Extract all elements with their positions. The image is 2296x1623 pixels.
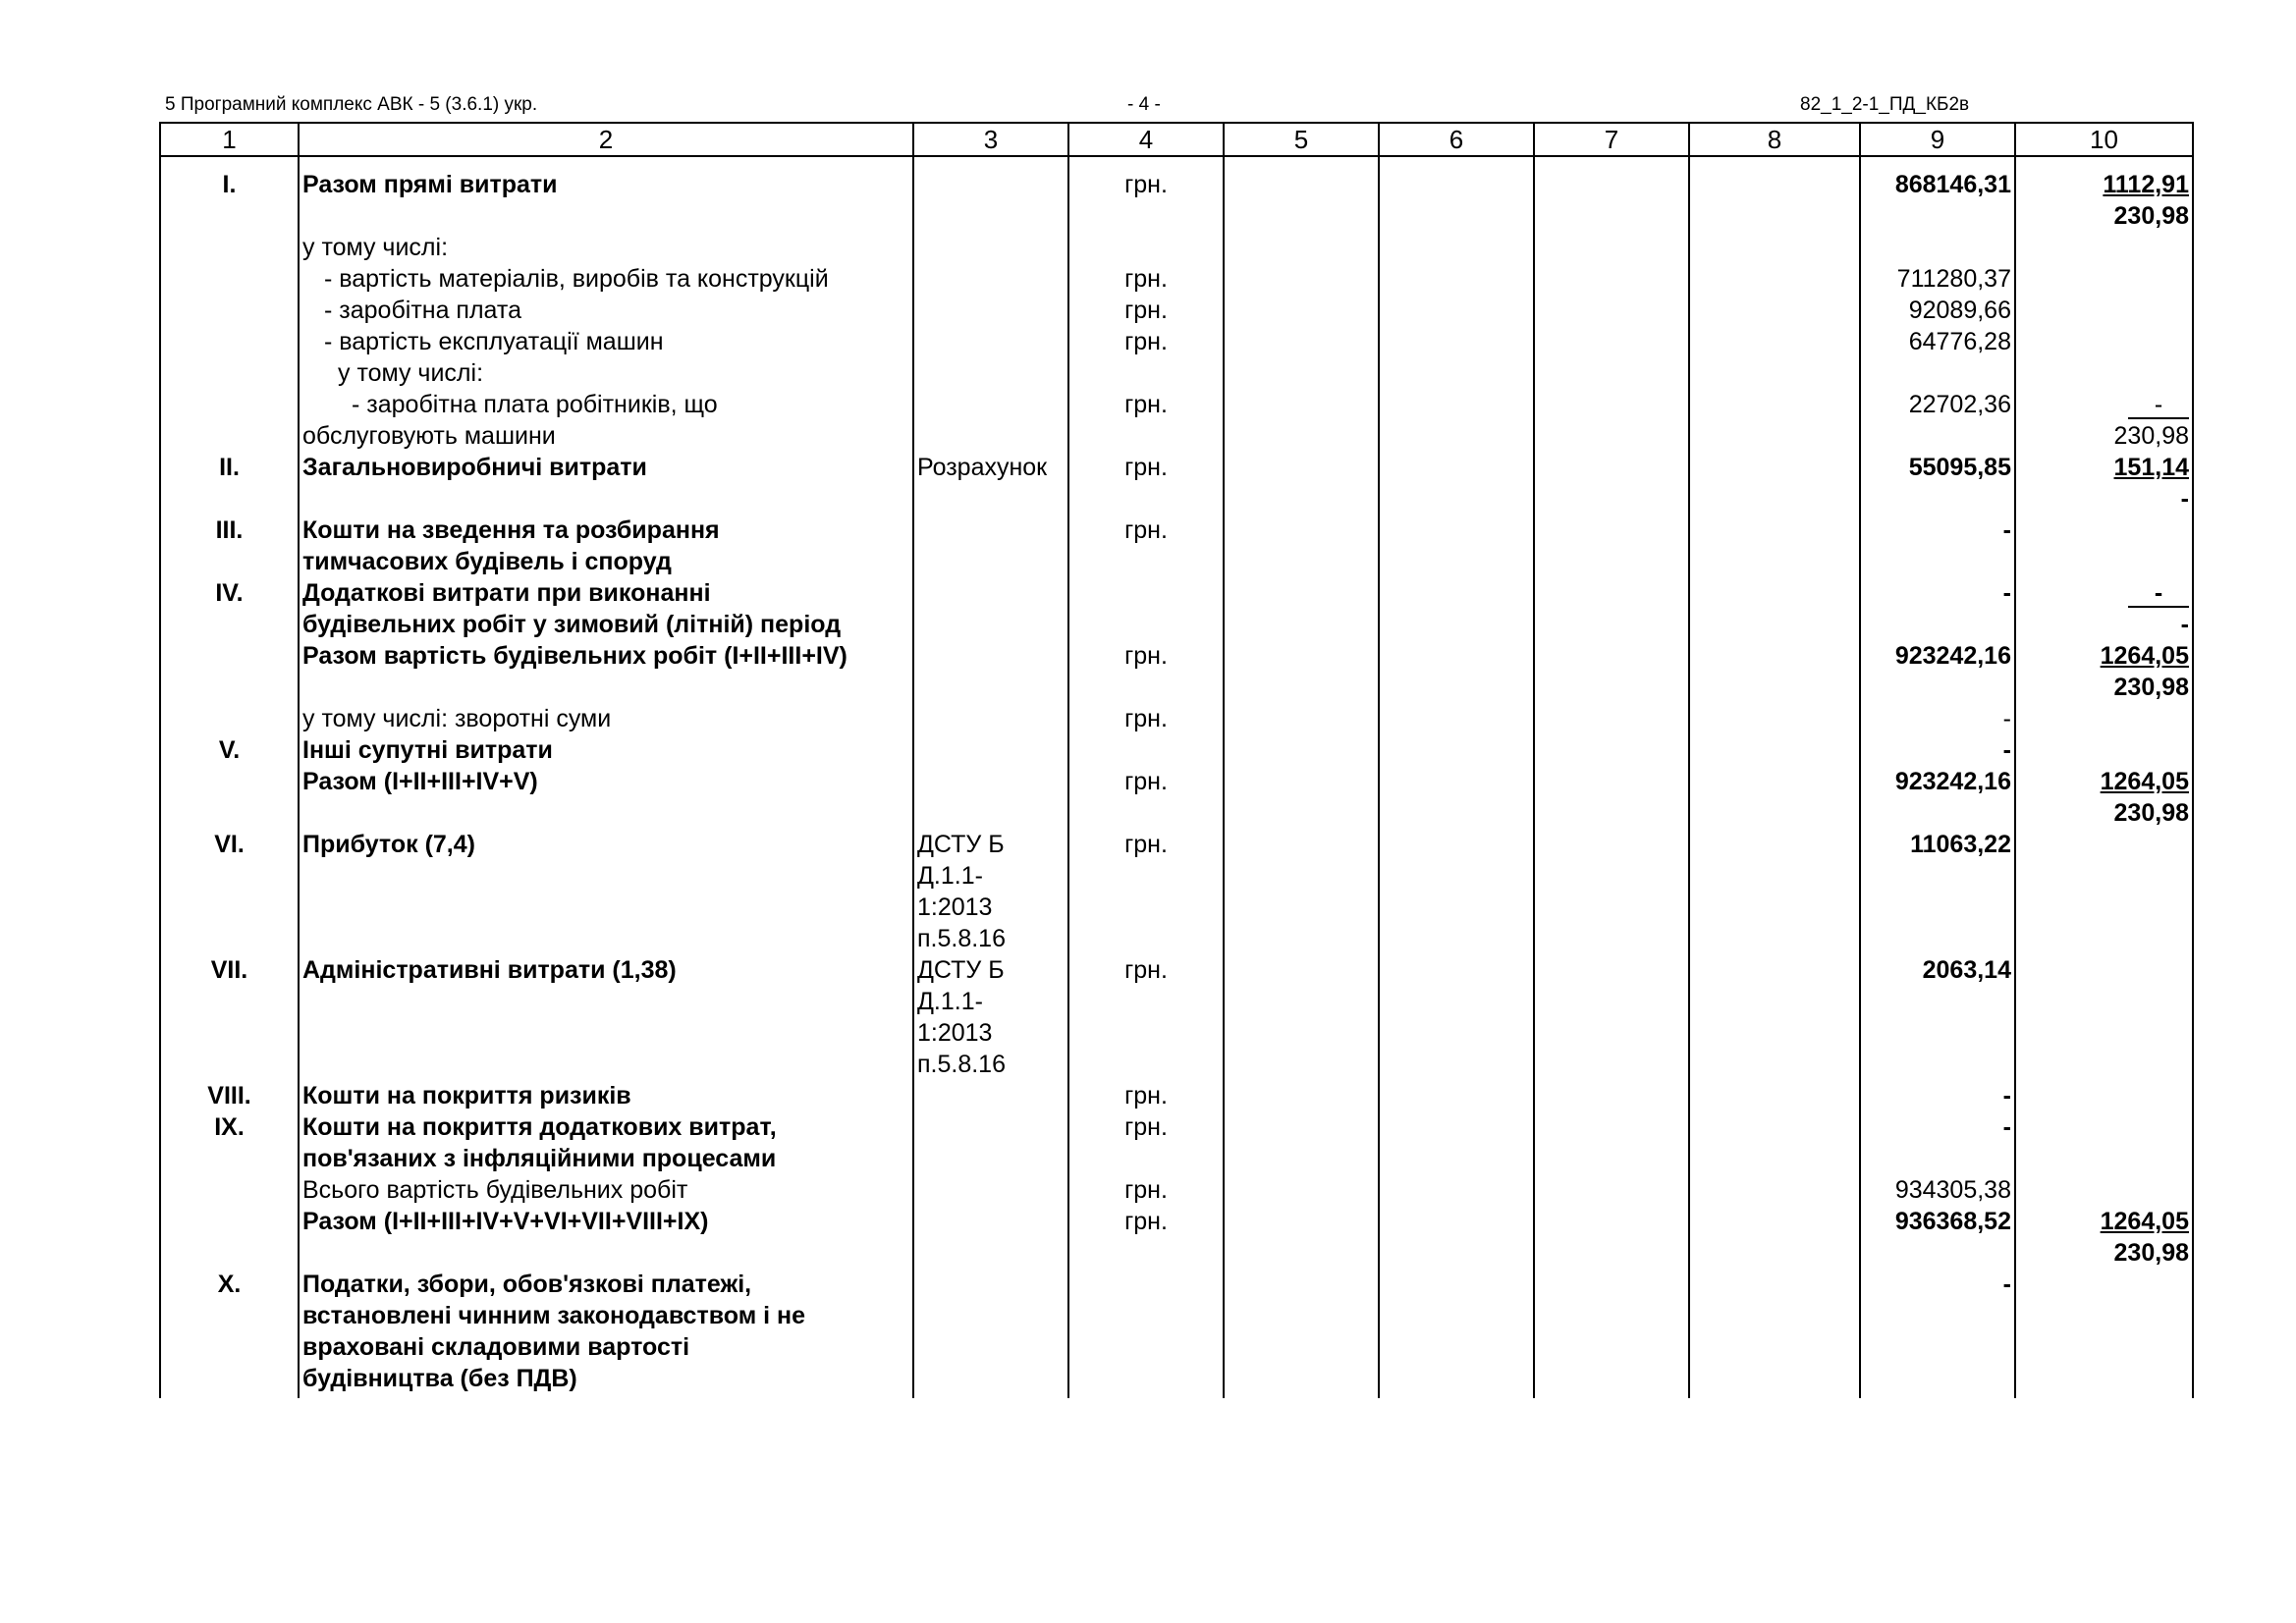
amount: - [1860,514,2015,577]
amount: - [1860,734,2015,766]
item-name: - вартість експлуатації машин [299,326,913,357]
amount: 934305,38 [1860,1174,2015,1206]
table-row [160,640,2193,703]
unit: грн. [1068,295,1224,326]
page-number: - 4 - [1127,94,1161,115]
table-row [160,452,2193,514]
item-name: Всього вартість будівельних робіт [299,1174,913,1206]
section-number: V. [160,734,299,766]
amount-per-unit: 1264,05 230,98 [2015,1206,2193,1269]
amount: 22702,36 [1860,389,2015,420]
amount: - [1860,1269,2015,1394]
amount: - [1860,577,2015,640]
amount: - [1860,1080,2015,1111]
unit: грн. [1068,514,1224,577]
section-number: IV. [160,577,299,640]
amount: 11063,22 [1860,829,2015,954]
amount-per-unit: 1264,05 230,98 [2015,766,2193,829]
item-name: Кошти на покриття додаткових витрат, пов'язаних з інфляційними процесами [299,1111,913,1174]
table-row [160,389,2193,420]
table-row [160,263,2193,295]
table-row [160,326,2193,357]
table-row [160,357,2193,389]
column-header: 9 [1860,123,2015,156]
item-name: Прибуток (7,4) [299,829,913,954]
item-name: у тому числі: [299,232,913,263]
unit: грн. [1068,1080,1224,1111]
amount: - [1860,703,2015,734]
amount: 2063,14 [1860,954,2015,1080]
item-name: Разом прямі витрати [299,169,913,232]
column-number-row [160,123,2193,156]
unit: грн. [1068,829,1224,954]
table-row [160,295,2193,326]
estimate-table [159,122,2194,1398]
unit: грн. [1068,326,1224,357]
program-header: 5 Програмний комплекс АВК - 5 (3.6.1) укр. [165,94,538,115]
table-row [160,954,2193,1080]
column-header: 7 [1534,123,1689,156]
item-name: Загальновиробничі витрати [299,452,913,514]
section-number: VII. [160,954,299,1080]
item-name: у тому числі: зворотні суми [299,703,913,734]
item-name: Інші супутні витрати [299,734,913,766]
amount: 923242,16 [1860,766,2015,829]
table-row [160,1111,2193,1174]
item-name: Податки, збори, обов'язкові платежі, встановлені чинним законодавством і не враховані складовими вартості будівництва (без ПДВ) [299,1269,913,1394]
table-row [160,829,2193,954]
table-row [160,577,2193,640]
amount: 92089,66 [1860,295,2015,326]
column-header: 4 [1068,123,1224,156]
amount-per-unit: 230,98 [2015,420,2193,452]
amount: 923242,16 [1860,640,2015,703]
amount-per-unit: - [2015,389,2193,420]
column-header: 5 [1224,123,1379,156]
unit: грн. [1068,1206,1224,1269]
table-row [160,1206,2193,1269]
table-row [160,703,2193,734]
section-number: VI. [160,829,299,954]
section-number: VIII. [160,1080,299,1111]
amount: 55095,85 [1860,452,2015,514]
section-number: X. [160,1269,299,1394]
amount: - [1860,1111,2015,1174]
column-header: 3 [913,123,1068,156]
item-name: обслуговують машини [299,420,913,452]
table-row [160,766,2193,829]
item-name: Адміністративні витрати (1,38) [299,954,913,1080]
item-name: - заробітна плата робітників, що [299,389,913,420]
document-code: 82_1_2-1_ПД_КБ2в [1800,94,1970,115]
amount: 936368,52 [1860,1206,2015,1269]
item-name: Кошти на зведення та розбирання тимчасових будівель і споруд [299,514,913,577]
column-header: 1 [160,123,299,156]
amount: 711280,37 [1860,263,2015,295]
table-row [160,734,2193,766]
item-name: Разом вартість будівельних робіт (I+II+III+IV) [299,640,913,703]
item-name: Кошти на покриття ризиків [299,1080,913,1111]
unit: грн. [1068,263,1224,295]
unit: грн. [1068,1111,1224,1174]
column-header: 8 [1689,123,1860,156]
table-row [160,514,2193,577]
item-name: - вартість матеріалів, виробів та конструкцій [299,263,913,295]
table-row [160,1080,2193,1111]
column-header: 6 [1379,123,1534,156]
column-header: 2 [299,123,913,156]
table-row [160,1174,2193,1206]
unit: грн. [1068,766,1224,829]
basis: ДСТУ Б Д.1.1- 1:2013 п.5.8.16 [913,829,1068,954]
table-row [160,232,2193,263]
item-name: у тому числі: [299,357,913,389]
table-row [160,169,2193,232]
basis: ДСТУ Б Д.1.1- 1:2013 п.5.8.16 [913,954,1068,1080]
unit: грн. [1068,1174,1224,1206]
item-name: Разом (I+II+III+IV+V) [299,766,913,829]
amount-per-unit: 1264,05 230,98 [2015,640,2193,703]
basis: Розрахунок [913,452,1068,514]
amount: 868146,31 [1860,169,2015,232]
unit: грн. [1068,640,1224,703]
unit: грн. [1068,452,1224,514]
amount-per-unit: 151,14 - [2015,452,2193,514]
unit: грн. [1068,389,1224,420]
amount: 64776,28 [1860,326,2015,357]
item-name: - заробітна плата [299,295,913,326]
table-row [160,420,2193,452]
unit: грн. [1068,954,1224,1080]
unit: грн. [1068,703,1224,734]
table-row [160,1269,2193,1394]
section-number: I. [160,169,299,232]
section-number: II. [160,452,299,514]
column-header: 10 [2015,123,2193,156]
item-name: Разом (I+II+III+IV+V+VI+VII+VIII+IX) [299,1206,913,1269]
section-number: III. [160,514,299,577]
amount-per-unit: - - [2015,577,2193,640]
section-number: IX. [160,1111,299,1174]
amount-per-unit: 1112,91 230,98 [2015,169,2193,232]
item-name: Додаткові витрати при виконанні будівельних робіт у зимовий (літній) період [299,577,913,640]
unit: грн. [1068,169,1224,232]
